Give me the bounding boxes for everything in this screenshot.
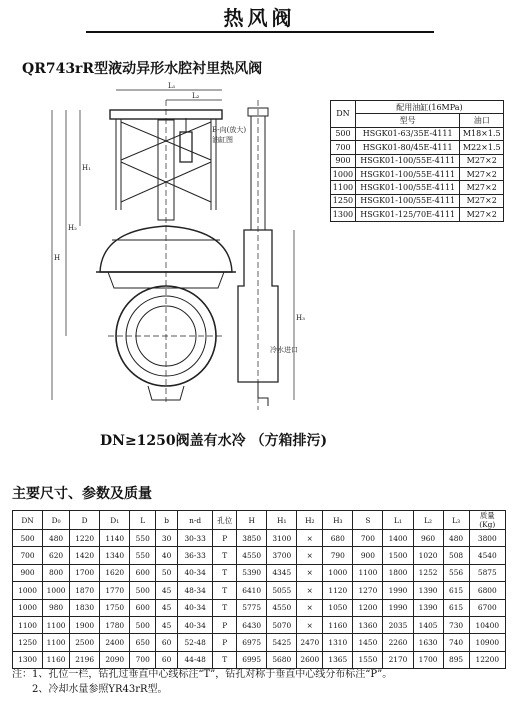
spec-cell: 500 bbox=[130, 616, 156, 633]
spec-cell: 550 bbox=[130, 530, 156, 547]
spec-cell: 1100 bbox=[13, 616, 43, 633]
spec-cell: T bbox=[213, 599, 237, 616]
spec-cell: 1780 bbox=[100, 616, 130, 633]
spec-cell: 4550 bbox=[237, 547, 267, 564]
spec-cell: 1220 bbox=[70, 530, 100, 547]
oil-table-row bbox=[331, 127, 504, 140]
spec-cell: 1990 bbox=[383, 582, 413, 599]
valve-drawing bbox=[22, 80, 322, 425]
dim-h1-label: H₁ bbox=[82, 164, 91, 172]
spec-cell: 5680 bbox=[267, 651, 297, 668]
spec-cell: 2170 bbox=[383, 651, 413, 668]
oil-table-row bbox=[331, 181, 504, 194]
spec-cell: 5070 bbox=[267, 616, 297, 633]
spec-cell: 500 bbox=[130, 582, 156, 599]
spec-cell: 45 bbox=[156, 582, 178, 599]
spec-cell: 5055 bbox=[267, 582, 297, 599]
spec-cell: 12200 bbox=[469, 651, 505, 668]
spec-cell: 1100 bbox=[353, 564, 383, 581]
spec-cell: 40 bbox=[156, 547, 178, 564]
spec-cell: × bbox=[297, 599, 323, 616]
spec-cell: 6995 bbox=[237, 651, 267, 668]
spec-cell: 900 bbox=[353, 547, 383, 564]
spec-cell: 5390 bbox=[237, 564, 267, 581]
oil-cell-model: HSGK01-100/55E-4111 bbox=[355, 154, 460, 167]
spec-cell: 1800 bbox=[383, 564, 413, 581]
spec-cell: 1000 bbox=[323, 564, 353, 581]
spec-cell: 10400 bbox=[469, 616, 505, 633]
oil-cell-model: HSGK01-125/70E-4111 bbox=[355, 208, 460, 221]
spec-cell: 1700 bbox=[413, 651, 443, 668]
spec-cell: P bbox=[213, 634, 237, 651]
spec-cell: 508 bbox=[443, 547, 469, 564]
oil-cell-port: M27×2 bbox=[460, 208, 504, 221]
spec-cell: 700 bbox=[353, 530, 383, 547]
oil-cell-dn: 1300 bbox=[331, 208, 356, 221]
spec-cell: 30-33 bbox=[177, 530, 212, 547]
spec-cell: 60 bbox=[156, 634, 178, 651]
spec-table-row bbox=[13, 599, 506, 616]
spec-col-header: D₀ bbox=[43, 511, 70, 530]
spec-table bbox=[12, 510, 506, 669]
spec-col-header: H₃ bbox=[323, 511, 353, 530]
spec-table-row bbox=[13, 530, 506, 547]
spec-cell: 1160 bbox=[323, 616, 353, 633]
spec-cell: 40-34 bbox=[177, 616, 212, 633]
spec-cell: 1000 bbox=[13, 599, 43, 616]
oil-cell-model: HSGK01-63/35E-4111 bbox=[355, 127, 460, 140]
note-2: 2、冷却水量参照YR43rR型。 bbox=[12, 684, 168, 695]
side-body bbox=[238, 230, 278, 382]
section-title: 主要尺寸、参数及质量 bbox=[12, 486, 152, 502]
spec-cell: 1450 bbox=[353, 634, 383, 651]
spec-cell: 40-34 bbox=[177, 599, 212, 616]
spec-cell: 1390 bbox=[413, 599, 443, 616]
spec-cell: 2600 bbox=[297, 651, 323, 668]
spec-cell: 500 bbox=[13, 530, 43, 547]
spec-cell: 680 bbox=[323, 530, 353, 547]
spec-cell: 6430 bbox=[237, 616, 267, 633]
spec-cell: 615 bbox=[443, 582, 469, 599]
spec-col-header: D bbox=[70, 511, 100, 530]
spec-cell: 40-34 bbox=[177, 564, 212, 581]
page-title: 热风阀 bbox=[223, 6, 296, 30]
side-cooling-pipe bbox=[258, 382, 268, 406]
spec-cell: 790 bbox=[323, 547, 353, 564]
spec-cell: 5775 bbox=[237, 599, 267, 616]
spec-cell: 615 bbox=[443, 599, 469, 616]
spec-cell: 1000 bbox=[43, 582, 70, 599]
spec-cell: P bbox=[213, 530, 237, 547]
spec-cell: 800 bbox=[43, 564, 70, 581]
spec-cell: 980 bbox=[43, 599, 70, 616]
oil-cell-dn: 1250 bbox=[331, 194, 356, 207]
spec-cell: 700 bbox=[130, 651, 156, 668]
spec-col-header: 孔位 bbox=[213, 511, 237, 530]
spec-cell: 1830 bbox=[70, 599, 100, 616]
spec-header-row bbox=[13, 511, 506, 530]
spec-cell: 4540 bbox=[469, 547, 505, 564]
spec-cell: 36-33 bbox=[177, 547, 212, 564]
oil-table-row bbox=[331, 194, 504, 207]
spec-cell: 60 bbox=[156, 651, 178, 668]
view-label: B-向(放大) bbox=[212, 126, 247, 134]
spec-cell: 1620 bbox=[100, 564, 130, 581]
dim-h-label: H bbox=[54, 254, 61, 262]
spec-cell: 1990 bbox=[383, 599, 413, 616]
spec-col-header: n-d bbox=[177, 511, 212, 530]
spec-cell: 1160 bbox=[43, 651, 70, 668]
dimension-labels bbox=[54, 82, 305, 354]
oil-table-row bbox=[331, 208, 504, 221]
spec-cell: 3700 bbox=[267, 547, 297, 564]
spec-cell: 1340 bbox=[100, 547, 130, 564]
oil-table-row bbox=[331, 154, 504, 167]
spec-col-header: L₃ bbox=[443, 511, 469, 530]
spec-cell: 1400 bbox=[383, 530, 413, 547]
spec-cell: 480 bbox=[443, 530, 469, 547]
spec-cell: 44-48 bbox=[177, 651, 212, 668]
spec-cell: 6700 bbox=[469, 599, 505, 616]
spec-cell: 2400 bbox=[100, 634, 130, 651]
spec-cell: 480 bbox=[43, 530, 70, 547]
oil-cell-dn: 900 bbox=[331, 154, 356, 167]
oil-table-row bbox=[331, 141, 504, 154]
oil-cell-model: HSGK01-100/55E-4111 bbox=[355, 194, 460, 207]
subtitle: QR743rR型液动异形水腔衬里热风阀 bbox=[22, 61, 263, 77]
drawing-note: DN≥1250阀盖有水冷 （方箱排污) bbox=[100, 433, 328, 449]
spec-table-row bbox=[13, 547, 506, 564]
spec-col-header: S bbox=[353, 511, 383, 530]
notes bbox=[12, 667, 392, 697]
oil-col-model: 型号 bbox=[355, 114, 460, 127]
spec-cell: 45 bbox=[156, 599, 178, 616]
spec-cell: 2196 bbox=[70, 651, 100, 668]
spec-cell: 5425 bbox=[267, 634, 297, 651]
spec-col-header: 质量 (Kg) bbox=[469, 511, 505, 530]
spec-cell: 3100 bbox=[267, 530, 297, 547]
oil-cell-model: HSGK01-80/45E-4111 bbox=[355, 141, 460, 154]
note-1: 注：1、孔位一栏，钻孔过垂直中心线标注“T”，钻孔对称于垂直中心线分布标注“P”。 bbox=[12, 669, 393, 680]
dim-h2-label: H₂ bbox=[68, 224, 77, 232]
spec-cell: 1250 bbox=[13, 634, 43, 651]
spec-cell: 1050 bbox=[323, 599, 353, 616]
oil-col-port: 油口 bbox=[460, 114, 504, 127]
spec-cell: 5875 bbox=[469, 564, 505, 581]
spec-table-row bbox=[13, 634, 506, 651]
spec-cell: × bbox=[297, 547, 323, 564]
spec-col-header: DN bbox=[13, 511, 43, 530]
spec-cell: 1700 bbox=[70, 564, 100, 581]
spec-cell: 1630 bbox=[413, 634, 443, 651]
spec-col-header: L₁ bbox=[383, 511, 413, 530]
oil-cell-port: M27×2 bbox=[460, 167, 504, 180]
spec-cell: 1900 bbox=[70, 616, 100, 633]
oil-cell-dn: 1000 bbox=[331, 167, 356, 180]
spec-col-header: H₁ bbox=[267, 511, 297, 530]
spec-cell: 6975 bbox=[237, 634, 267, 651]
oil-cell-port: M18×1.5 bbox=[460, 127, 504, 140]
spec-cell: 4550 bbox=[267, 599, 297, 616]
spec-cell: 1020 bbox=[413, 547, 443, 564]
oil-table-body bbox=[331, 127, 504, 221]
spec-table-row bbox=[13, 564, 506, 581]
oil-col-dn: DN bbox=[331, 101, 356, 128]
spec-cell: 730 bbox=[443, 616, 469, 633]
oil-cell-port: M27×2 bbox=[460, 194, 504, 207]
oil-cylinder-table bbox=[330, 100, 504, 222]
oil-table-row bbox=[331, 167, 504, 180]
spec-cell: × bbox=[297, 564, 323, 581]
spec-col-header: H₂ bbox=[297, 511, 323, 530]
spec-cell: 1360 bbox=[353, 616, 383, 633]
side-label: 冷水进口 bbox=[270, 346, 298, 354]
spec-col-header: D₁ bbox=[100, 511, 130, 530]
spec-cell: 556 bbox=[443, 564, 469, 581]
spec-cell: 1870 bbox=[70, 582, 100, 599]
header-rule bbox=[86, 31, 434, 33]
oil-group-header: 配用油缸(16MPa) bbox=[355, 101, 503, 114]
spec-cell: 1120 bbox=[323, 582, 353, 599]
spec-cell: 1200 bbox=[353, 599, 383, 616]
spec-cell: 700 bbox=[13, 547, 43, 564]
spec-cell: 1140 bbox=[100, 530, 130, 547]
spec-cell: 1270 bbox=[353, 582, 383, 599]
oil-cell-port: M27×2 bbox=[460, 154, 504, 167]
spec-cell: 1405 bbox=[413, 616, 443, 633]
front-view bbox=[96, 100, 236, 402]
spec-cell: 1500 bbox=[383, 547, 413, 564]
spec-cell: 52-48 bbox=[177, 634, 212, 651]
oil-cell-dn: 500 bbox=[331, 127, 356, 140]
spec-cell: 740 bbox=[443, 634, 469, 651]
spec-table-body bbox=[13, 530, 506, 669]
spec-cell: 1365 bbox=[323, 651, 353, 668]
spec-cell: 45 bbox=[156, 616, 178, 633]
spec-cell: 900 bbox=[13, 564, 43, 581]
oil-cell-model: HSGK01-100/55E-4111 bbox=[355, 167, 460, 180]
spec-cell: 10900 bbox=[469, 634, 505, 651]
spec-cell: 4345 bbox=[267, 564, 297, 581]
spec-cell: 960 bbox=[413, 530, 443, 547]
spec-cell: 2090 bbox=[100, 651, 130, 668]
spec-cell: 1420 bbox=[70, 547, 100, 564]
spec-cell: T bbox=[213, 582, 237, 599]
spec-cell: 3850 bbox=[237, 530, 267, 547]
spec-cell: 2035 bbox=[383, 616, 413, 633]
spec-cell: T bbox=[213, 651, 237, 668]
spec-cell: 1390 bbox=[413, 582, 443, 599]
spec-col-header: H bbox=[237, 511, 267, 530]
spec-col-header: L₂ bbox=[413, 511, 443, 530]
spec-table-row bbox=[13, 616, 506, 633]
spec-cell: 2470 bbox=[297, 634, 323, 651]
spec-cell: 30 bbox=[156, 530, 178, 547]
dim-h3-label: H₃ bbox=[296, 314, 305, 322]
spec-cell: × bbox=[297, 616, 323, 633]
oil-cell-port: M27×2 bbox=[460, 181, 504, 194]
spec-cell: 895 bbox=[443, 651, 469, 668]
spec-col-header: L bbox=[130, 511, 156, 530]
spec-cell: 550 bbox=[130, 547, 156, 564]
spec-cell: 1310 bbox=[323, 634, 353, 651]
spec-cell: 1770 bbox=[100, 582, 130, 599]
oil-cell-dn: 700 bbox=[331, 141, 356, 154]
spec-cell: 50 bbox=[156, 564, 178, 581]
dim-l2-label: L₂ bbox=[192, 92, 200, 100]
spec-cell: 2500 bbox=[70, 634, 100, 651]
dim-l1-label: L₁ bbox=[168, 82, 176, 90]
spec-cell: T bbox=[213, 564, 237, 581]
spec-col-header: b bbox=[156, 511, 178, 530]
side-view bbox=[238, 100, 278, 410]
oil-cell-port: M22×1.5 bbox=[460, 141, 504, 154]
oil-cell-model: HSGK01-100/55E-4111 bbox=[355, 181, 460, 194]
spec-cell: P bbox=[213, 616, 237, 633]
spec-cell: 600 bbox=[130, 564, 156, 581]
spec-cell: 1000 bbox=[13, 582, 43, 599]
spec-cell: 1750 bbox=[100, 599, 130, 616]
spec-cell: T bbox=[213, 547, 237, 564]
spec-cell: 600 bbox=[130, 599, 156, 616]
spec-table-row bbox=[13, 582, 506, 599]
spec-cell: × bbox=[297, 582, 323, 599]
spec-cell: 48-34 bbox=[177, 582, 212, 599]
spec-cell: 1550 bbox=[353, 651, 383, 668]
spec-cell: 1100 bbox=[43, 616, 70, 633]
small-label: 油缸图 bbox=[212, 136, 233, 144]
spec-cell: 3800 bbox=[469, 530, 505, 547]
spec-cell: 620 bbox=[43, 547, 70, 564]
spec-cell: 6410 bbox=[237, 582, 267, 599]
spec-cell: 1252 bbox=[413, 564, 443, 581]
spec-cell: 6800 bbox=[469, 582, 505, 599]
spec-cell: 1300 bbox=[13, 651, 43, 668]
counterweight bbox=[180, 132, 192, 162]
oil-cell-dn: 1100 bbox=[331, 181, 356, 194]
spec-cell: 650 bbox=[130, 634, 156, 651]
spec-cell: 1100 bbox=[43, 634, 70, 651]
spec-cell: 2260 bbox=[383, 634, 413, 651]
spec-cell: × bbox=[297, 530, 323, 547]
